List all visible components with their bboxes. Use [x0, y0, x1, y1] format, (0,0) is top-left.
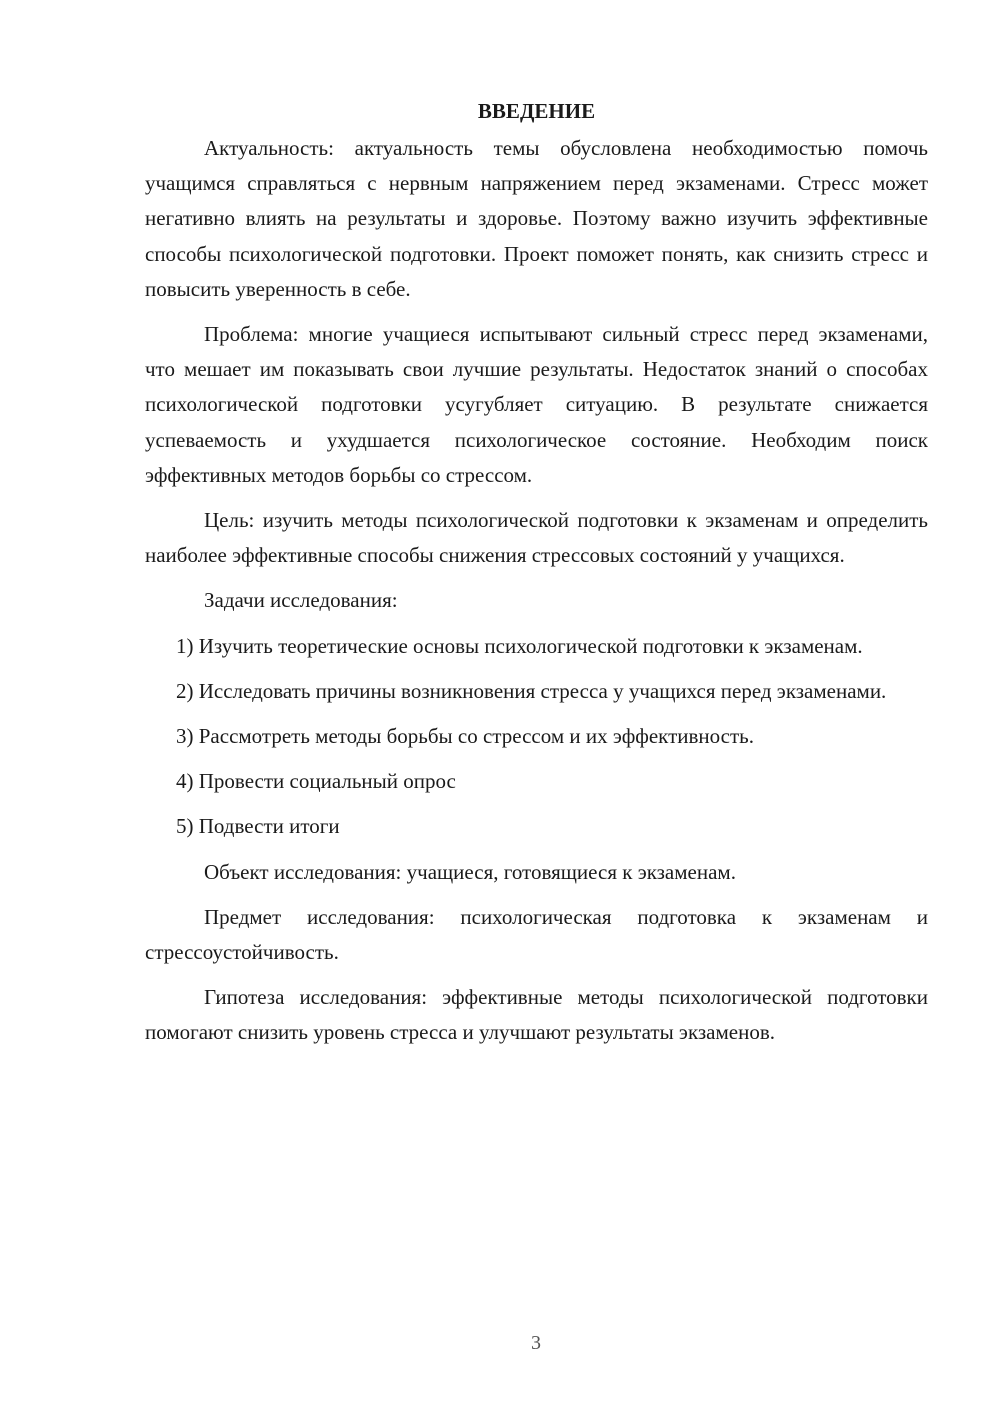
- relevance-paragraph: Актуальность: актуальность темы обусловлена необходимостью помочь учащимся справляться с нервным напряжением перед экзаменами. Стресс может негативно влиять на результаты и здоровье. Поэтому важно изучить эффективные способы психологической подготовки. Проект поможет понять, как снизить стресс и повысить уверенность в себе.: [145, 136, 928, 301]
- subject-paragraph: Предмет исследования: психологическая подготовка к экзаменам и стрессоустойчивость.: [145, 904, 928, 965]
- object-paragraph: Объект исследования: учащиеся, готовящиеся к экзаменам.: [204, 859, 736, 884]
- tasks-heading: Задачи исследования:: [204, 588, 398, 613]
- task-item-1: 1) Изучить теоретические основы психологической подготовки к экзаменам.: [176, 633, 863, 658]
- page-content: [145, 94, 928, 1061]
- task-item-5: 5) Подвести итоги: [176, 814, 340, 839]
- section-title: ВВЕДЕНИЕ: [477, 99, 596, 123]
- task-item-2: 2) Исследовать причины возникновения стресса у учащихся перед экзаменами.: [176, 678, 887, 703]
- goal-paragraph: Цель: изучить методы психологической подготовки к экзаменам и определить наиболее эффективные способы снижения стрессовых состояний у учащихся.: [145, 508, 928, 568]
- page-number: 3: [531, 1332, 541, 1354]
- task-item-4: 4) Провести социальный опрос: [176, 769, 456, 794]
- hypothesis-paragraph: Гипотеза исследования: эффективные методы психологической подготовки помогают снизить уровень стресса и улучшают результаты экзаменов.: [145, 985, 928, 1045]
- task-item-3: 3) Рассмотреть методы борьбы со стрессом и их эффективность.: [176, 724, 754, 749]
- problem-paragraph: Проблема: многие учащиеся испытывают сильный стресс перед экзаменами, что мешает им показывать свои лучшие результаты. Недостаток знаний о способах психологической подготовки усугубляет ситуацию. В результате снижается успеваемость и ухудшается психологическое состояние. Необходим поиск эффективных методов борьбы со стрессом.: [145, 322, 928, 487]
